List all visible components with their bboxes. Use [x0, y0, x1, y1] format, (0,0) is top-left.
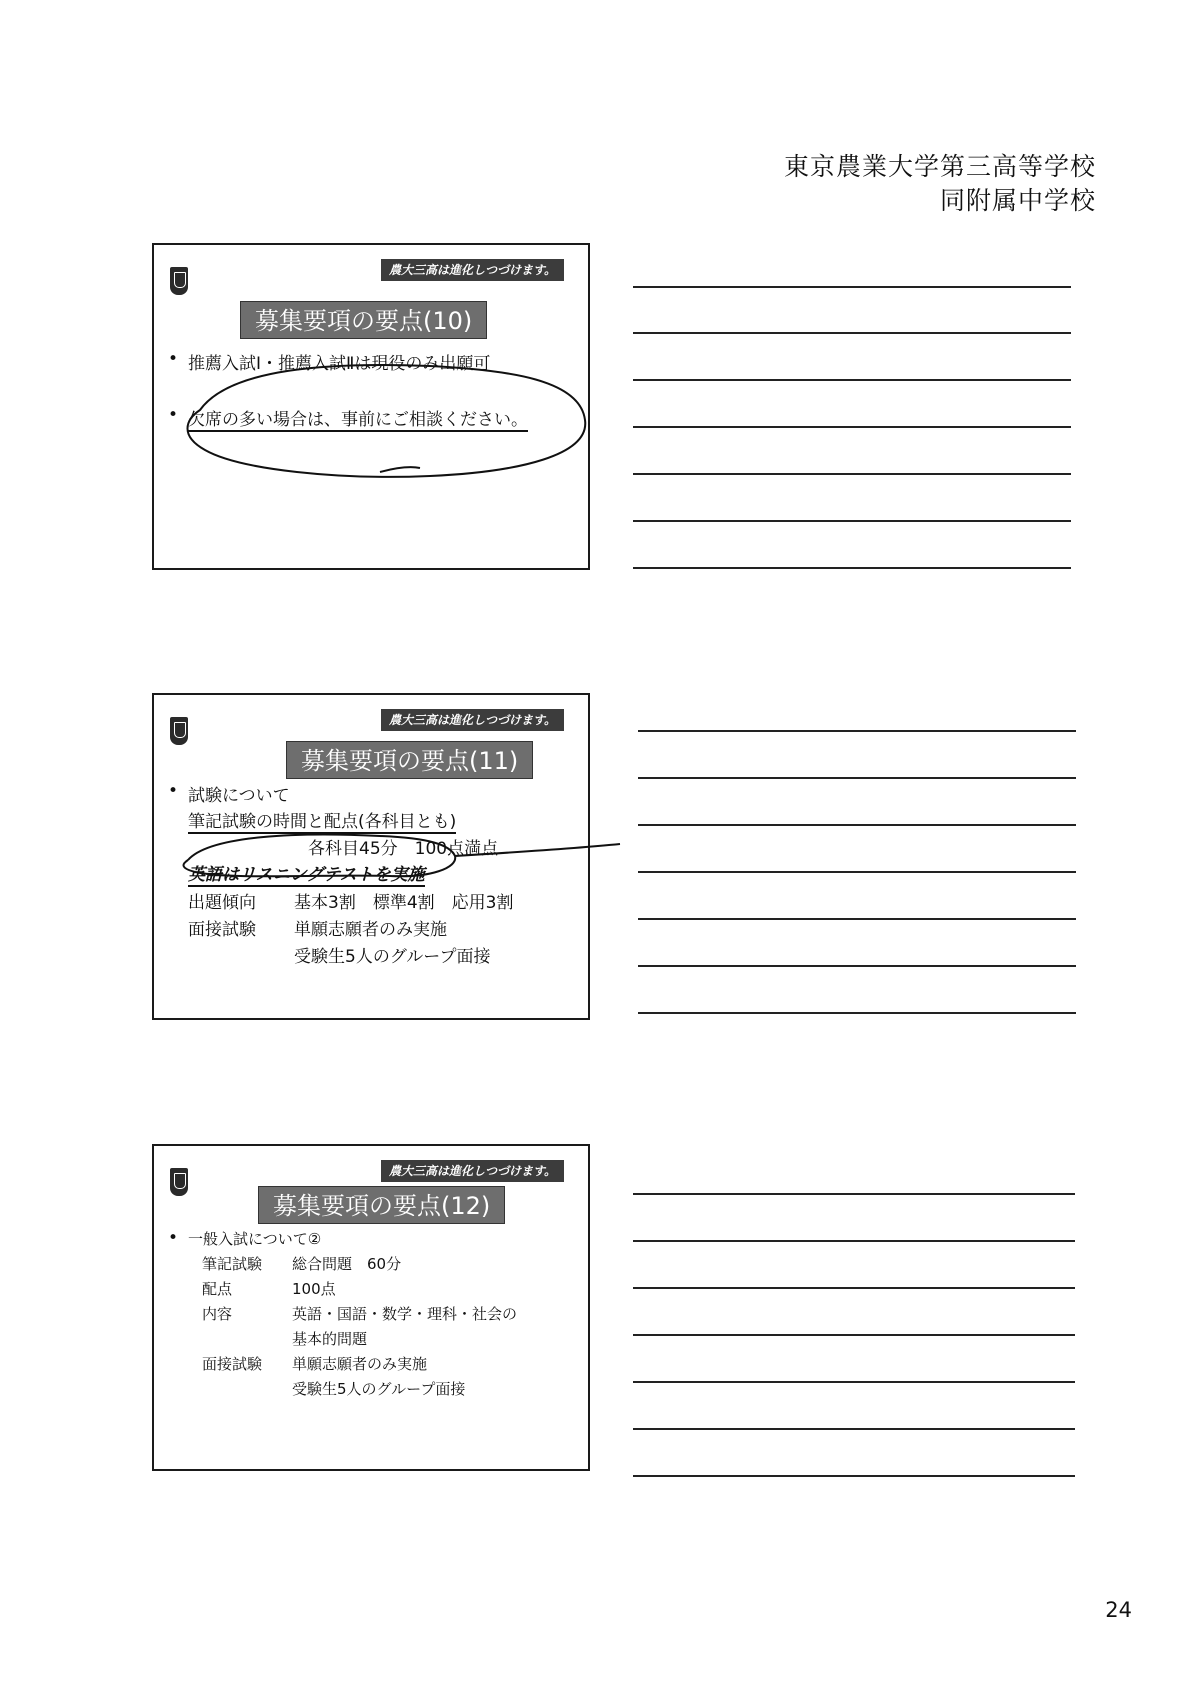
slide-12 [152, 1144, 590, 1471]
row-value: 総合問題 60分 [292, 1255, 402, 1273]
row-label: 出題傾向 [188, 893, 256, 913]
section-heading: 一般入試について② [188, 1230, 322, 1248]
row-label: 配点 [202, 1280, 233, 1298]
bullet-icon: • [168, 349, 179, 369]
note-line [633, 1428, 1075, 1430]
slide-tagline: 農大三高は進化しつづけます。 [381, 709, 564, 731]
school-name-line1: 東京農業大学第三高等学校 [783, 152, 1096, 181]
note-line [633, 1193, 1075, 1195]
row-value: 単願志願者のみ実施 [292, 1355, 428, 1373]
row-value: 受験生5人のグループ面接 [294, 947, 491, 967]
note-line [633, 567, 1071, 569]
note-line [633, 473, 1071, 475]
note-line [633, 520, 1071, 522]
row-value: 単願志願者のみ実施 [294, 920, 447, 940]
bullet-icon: • [168, 1228, 179, 1248]
note-line [633, 286, 1071, 288]
row-value: 英語・国語・数学・理科・社会の [292, 1305, 518, 1323]
exam-score-text: 各科目45分 100点満点 [308, 839, 499, 859]
row-label: 面接試験 [188, 920, 256, 940]
bullet-text: 欠席の多い場合は、事前にご相談ください。 [188, 405, 528, 432]
row-label: 筆記試験 [202, 1255, 263, 1273]
note-line [638, 730, 1076, 732]
note-line [638, 965, 1076, 967]
bullet-text: 推薦入試Ⅰ・推薦入試Ⅱは現役のみ出願可 [188, 354, 491, 374]
section-heading: 試験について [188, 786, 290, 806]
school-name [784, 150, 1096, 218]
note-line [633, 1475, 1075, 1477]
note-line [633, 379, 1071, 381]
row-value: 基本的問題 [292, 1330, 368, 1348]
school-crest-icon [170, 267, 188, 295]
bullet-icon: • [168, 781, 179, 801]
note-line [638, 1012, 1076, 1014]
row-value: 100点 [292, 1280, 336, 1298]
school-crest-icon [170, 1168, 188, 1196]
note-line [638, 777, 1076, 779]
slide-title: 募集要項の要点(12) [258, 1186, 505, 1224]
note-line [638, 871, 1076, 873]
row-value: 基本3割 標準4割 応用3割 [294, 893, 514, 913]
bullet-icon: • [168, 405, 179, 425]
listening-test-text: 英語はリスニングテストを実施 [188, 860, 425, 887]
note-line [633, 332, 1071, 334]
row-label: 内容 [202, 1305, 233, 1323]
exam-time-text: 筆記試験の時間と配点(各科目とも) [188, 807, 456, 834]
row-label: 面接試験 [202, 1355, 263, 1373]
row-value: 受験生5人のグループ面接 [292, 1380, 466, 1398]
school-crest-icon [170, 717, 188, 745]
slide-tagline: 農大三高は進化しつづけます。 [381, 259, 564, 281]
slide-tagline: 農大三高は進化しつづけます。 [381, 1160, 564, 1182]
note-line [633, 1287, 1075, 1289]
note-line [633, 1381, 1075, 1383]
page-number: 24 [1105, 1598, 1132, 1622]
note-line [633, 1334, 1075, 1336]
note-line [638, 824, 1076, 826]
note-line [633, 1240, 1075, 1242]
school-name-line2: 同附属中学校 [939, 186, 1096, 215]
slide-11 [152, 693, 590, 1020]
note-line [638, 918, 1076, 920]
note-line [633, 426, 1071, 428]
slide-title: 募集要項の要点(11) [286, 741, 533, 779]
slide-title: 募集要項の要点(10) [240, 301, 487, 339]
slide-10 [152, 243, 590, 570]
